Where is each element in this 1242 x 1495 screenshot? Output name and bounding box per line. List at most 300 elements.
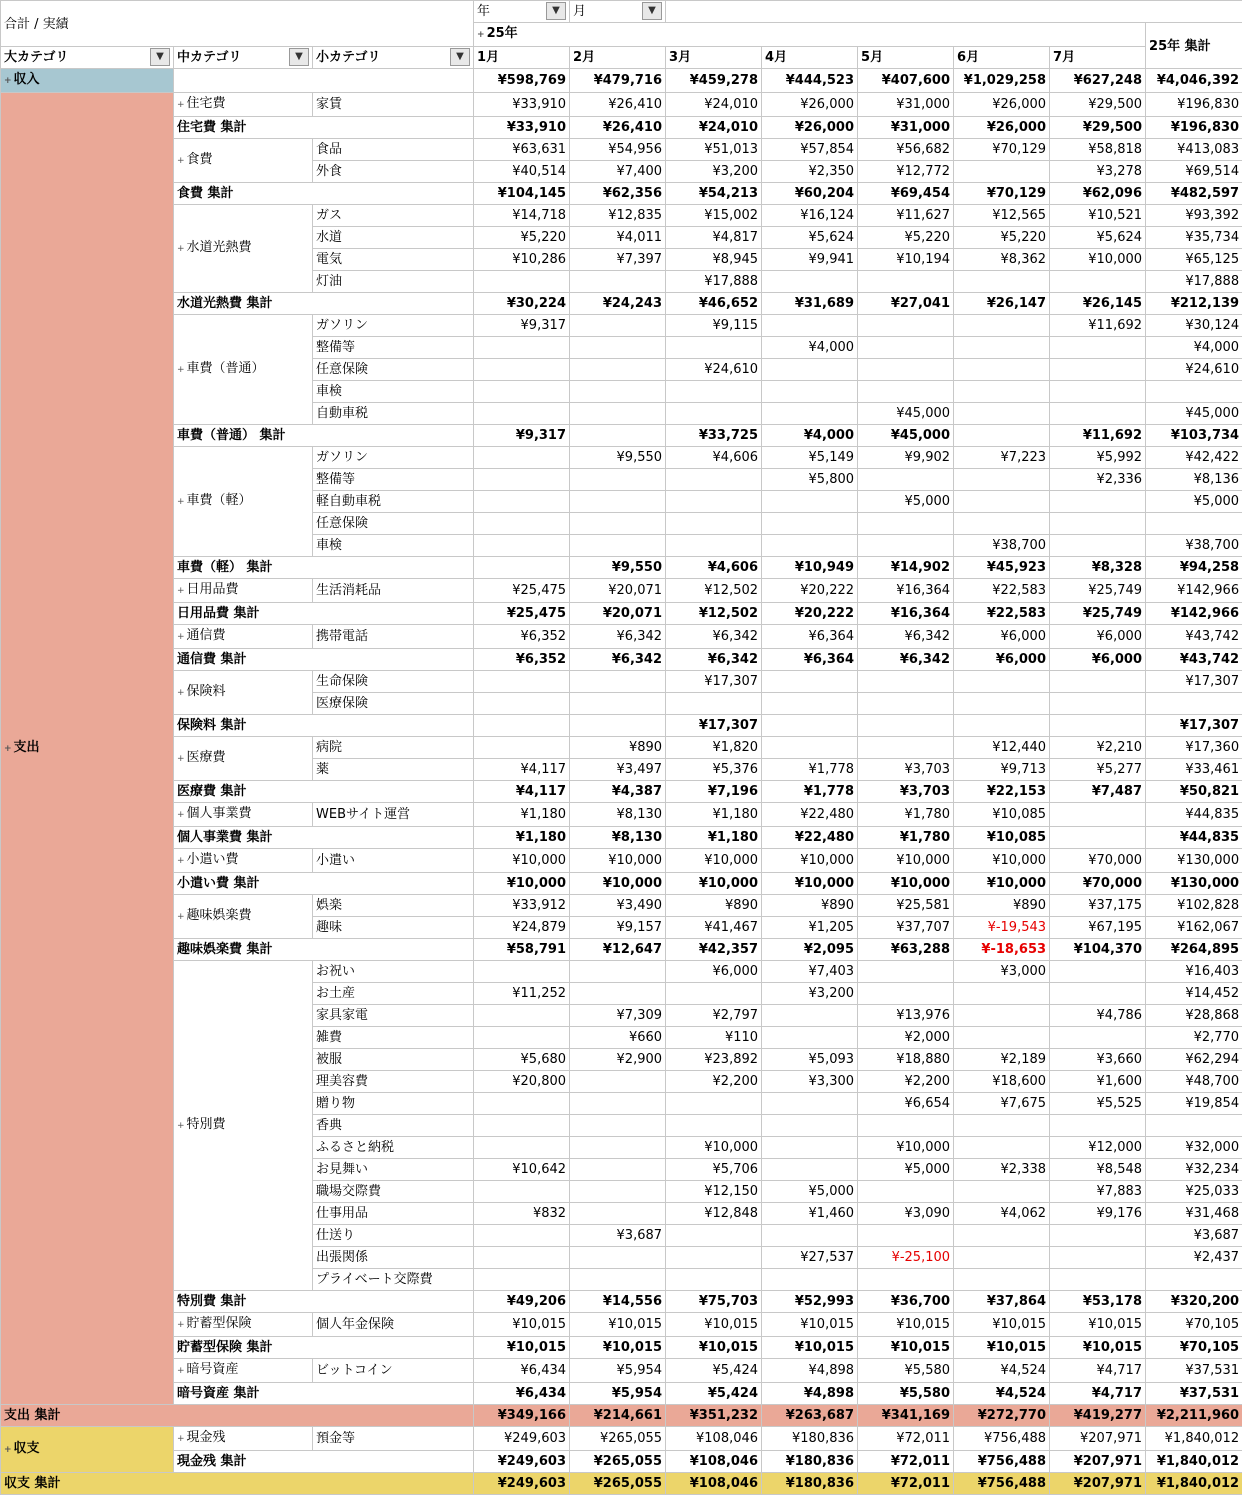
expand-icon[interactable]: + bbox=[177, 754, 185, 764]
value-cell: ¥94,258 bbox=[1146, 557, 1242, 579]
expand-icon[interactable]: + bbox=[177, 1434, 185, 1444]
value-cell bbox=[954, 983, 1050, 1005]
filter-icon[interactable]: ▼ bbox=[289, 48, 309, 66]
value-cell: ¥31,468 bbox=[1146, 1203, 1242, 1225]
subtotal-label: 車費（普通） 集計 bbox=[174, 425, 474, 447]
small-category-cell: お祝い bbox=[313, 961, 474, 983]
value-cell: ¥50,821 bbox=[1146, 781, 1242, 803]
value-cell: ¥44,835 bbox=[1146, 803, 1242, 827]
value-cell: ¥14,718 bbox=[474, 205, 570, 227]
subtotal-label: 現金残 集計 bbox=[174, 1451, 474, 1473]
small-category-cell: 生活消耗品 bbox=[313, 579, 474, 603]
category-income[interactable] bbox=[1, 69, 174, 93]
value-cell bbox=[1146, 693, 1242, 715]
value-cell: ¥32,000 bbox=[1146, 1137, 1242, 1159]
value-cell: ¥6,000 bbox=[1050, 625, 1146, 649]
value-cell: ¥108,046 bbox=[666, 1473, 762, 1495]
value-cell bbox=[762, 381, 858, 403]
value-cell: ¥72,011 bbox=[858, 1427, 954, 1451]
value-cell: ¥10,015 bbox=[858, 1313, 954, 1337]
expand-icon[interactable]: + bbox=[177, 586, 185, 596]
value-cell: ¥-19,543 bbox=[954, 917, 1050, 939]
value-cell: ¥63,631 bbox=[474, 139, 570, 161]
value-cell: ¥598,769 bbox=[474, 69, 570, 93]
value-cell bbox=[762, 315, 858, 337]
value-cell: ¥25,581 bbox=[858, 895, 954, 917]
value-cell: ¥54,213 bbox=[666, 183, 762, 205]
mid-category-label: 小遣い費 bbox=[187, 852, 239, 867]
small-category-cell: 任意保険 bbox=[313, 513, 474, 535]
value-cell: ¥56,682 bbox=[858, 139, 954, 161]
value-cell: ¥3,703 bbox=[858, 781, 954, 803]
expand-icon[interactable]: + bbox=[177, 688, 185, 698]
value-cell: ¥4,606 bbox=[666, 557, 762, 579]
expand-icon[interactable]: + bbox=[177, 244, 185, 254]
value-cell: ¥31,000 bbox=[858, 117, 954, 139]
value-cell bbox=[954, 315, 1050, 337]
value-cell bbox=[762, 535, 858, 557]
small-category-cell: 任意保険 bbox=[313, 359, 474, 381]
value-cell: ¥5,525 bbox=[1050, 1093, 1146, 1115]
value-cell: ¥1,460 bbox=[762, 1203, 858, 1225]
value-cell: ¥26,000 bbox=[762, 117, 858, 139]
value-cell bbox=[474, 1225, 570, 1247]
mid-category-cell[interactable] bbox=[174, 849, 313, 873]
subtotal-label: 特別費 集計 bbox=[174, 1291, 474, 1313]
value-cell bbox=[1050, 715, 1146, 737]
filter-icon[interactable]: ▼ bbox=[150, 48, 170, 66]
value-cell: ¥62,294 bbox=[1146, 1049, 1242, 1071]
value-cell: ¥16,364 bbox=[858, 603, 954, 625]
value-cell: ¥265,055 bbox=[570, 1473, 666, 1495]
value-cell bbox=[858, 1269, 954, 1291]
value-cell: ¥5,992 bbox=[1050, 447, 1146, 469]
filter-icon[interactable]: ▼ bbox=[642, 2, 662, 20]
value-cell: ¥1,180 bbox=[474, 827, 570, 849]
value-cell: ¥4,000 bbox=[1146, 337, 1242, 359]
subtotal-row bbox=[1, 183, 1242, 205]
value-cell bbox=[1050, 671, 1146, 693]
value-cell bbox=[954, 1247, 1050, 1269]
value-cell: ¥11,627 bbox=[858, 205, 954, 227]
mid-category-cell[interactable] bbox=[174, 895, 313, 939]
value-cell: ¥22,583 bbox=[954, 603, 1050, 625]
value-cell: ¥23,892 bbox=[666, 1049, 762, 1071]
section-total-label: 収支 集計 bbox=[1, 1473, 474, 1495]
row-header-label: 中カテゴリ bbox=[177, 50, 241, 65]
value-cell: ¥12,000 bbox=[1050, 1137, 1146, 1159]
expand-icon[interactable]: + bbox=[177, 1121, 185, 1131]
value-cell: ¥6,000 bbox=[954, 625, 1050, 649]
small-category-cell: 外食 bbox=[313, 161, 474, 183]
value-cell: ¥37,707 bbox=[858, 917, 954, 939]
year-filter-label: 年 bbox=[477, 4, 490, 19]
value-cell: ¥15,002 bbox=[666, 205, 762, 227]
expand-icon[interactable]: + bbox=[4, 1445, 12, 1455]
chevron-down-icon[interactable]: ▼ bbox=[450, 48, 470, 66]
mid-category-cell[interactable] bbox=[174, 1359, 313, 1383]
subtotal-row bbox=[1, 715, 1242, 737]
value-cell bbox=[762, 1159, 858, 1181]
value-cell bbox=[570, 491, 666, 513]
value-cell: ¥10,015 bbox=[762, 1337, 858, 1359]
subtotal-row bbox=[1, 1383, 1242, 1405]
value-cell: ¥349,166 bbox=[474, 1405, 570, 1427]
detail-row bbox=[1, 961, 1242, 983]
small-category-cell: 贈り物 bbox=[313, 1093, 474, 1115]
expand-icon[interactable]: + bbox=[177, 632, 185, 642]
subtotal-label: 通信費 集計 bbox=[174, 649, 474, 671]
expand-icon[interactable]: + bbox=[177, 912, 185, 922]
value-cell bbox=[474, 337, 570, 359]
small-category-cell: 自動車税 bbox=[313, 403, 474, 425]
year-filter[interactable] bbox=[474, 1, 570, 23]
value-cell bbox=[954, 359, 1050, 381]
value-cell: ¥1,778 bbox=[762, 781, 858, 803]
value-cell: ¥8,945 bbox=[666, 249, 762, 271]
value-cell: ¥9,902 bbox=[858, 447, 954, 469]
value-cell: ¥1,840,012 bbox=[1146, 1473, 1242, 1495]
value-cell bbox=[858, 1115, 954, 1137]
value-cell: ¥4,898 bbox=[762, 1359, 858, 1383]
category-balance[interactable] bbox=[1, 1427, 174, 1473]
value-cell: ¥10,015 bbox=[666, 1313, 762, 1337]
value-cell bbox=[858, 381, 954, 403]
value-cell: ¥26,000 bbox=[954, 93, 1050, 117]
month-header: 2月 bbox=[570, 47, 666, 69]
value-cell: ¥45,000 bbox=[1146, 403, 1242, 425]
value-cell: ¥11,692 bbox=[1050, 425, 1146, 447]
value-cell: ¥7,883 bbox=[1050, 1181, 1146, 1203]
value-cell: ¥2,900 bbox=[570, 1049, 666, 1071]
expand-icon[interactable]: + bbox=[177, 1320, 185, 1330]
value-cell bbox=[570, 315, 666, 337]
row-header-large-category[interactable] bbox=[1, 47, 174, 69]
small-category-cell: 娯楽 bbox=[313, 895, 474, 917]
value-cell bbox=[474, 671, 570, 693]
value-cell bbox=[762, 1115, 858, 1137]
value-cell bbox=[1050, 983, 1146, 1005]
value-cell: ¥1,180 bbox=[666, 803, 762, 827]
row-header-label: 小カテゴリ bbox=[316, 50, 380, 65]
value-cell: ¥70,000 bbox=[1050, 849, 1146, 873]
value-cell bbox=[762, 1269, 858, 1291]
value-cell: ¥1,778 bbox=[762, 759, 858, 781]
value-cell: ¥3,278 bbox=[1050, 161, 1146, 183]
mid-category-cell[interactable] bbox=[174, 1313, 313, 1337]
collapse-icon[interactable]: + bbox=[477, 30, 485, 40]
value-cell: ¥1,180 bbox=[666, 827, 762, 849]
value-cell bbox=[858, 671, 954, 693]
value-cell: ¥26,410 bbox=[570, 117, 666, 139]
value-cell bbox=[570, 1181, 666, 1203]
value-cell bbox=[954, 1005, 1050, 1027]
mid-category-label: 趣味娯楽費 bbox=[187, 908, 252, 923]
mid-category-cell[interactable] bbox=[174, 1427, 313, 1451]
value-cell: ¥9,157 bbox=[570, 917, 666, 939]
value-cell: ¥53,178 bbox=[1050, 1291, 1146, 1313]
value-cell: ¥25,475 bbox=[474, 603, 570, 625]
value-cell: ¥10,000 bbox=[858, 873, 954, 895]
value-cell: ¥196,830 bbox=[1146, 117, 1242, 139]
value-cell bbox=[858, 1181, 954, 1203]
value-cell: ¥341,169 bbox=[858, 1405, 954, 1427]
value-cell: ¥70,129 bbox=[954, 139, 1050, 161]
expand-icon[interactable]: + bbox=[177, 497, 185, 507]
value-cell: ¥10,000 bbox=[570, 849, 666, 873]
value-cell bbox=[666, 535, 762, 557]
value-cell bbox=[858, 737, 954, 759]
expand-icon[interactable]: + bbox=[177, 156, 185, 166]
value-cell: ¥5,424 bbox=[666, 1359, 762, 1383]
value-cell: ¥12,565 bbox=[954, 205, 1050, 227]
mid-category-cell[interactable] bbox=[174, 579, 313, 603]
value-cell: ¥35,734 bbox=[1146, 227, 1242, 249]
value-cell: ¥10,000 bbox=[666, 1137, 762, 1159]
value-cell: ¥52,993 bbox=[762, 1291, 858, 1313]
value-cell: ¥10,015 bbox=[762, 1313, 858, 1337]
value-cell bbox=[954, 715, 1050, 737]
mid-category-cell[interactable] bbox=[174, 447, 313, 557]
value-cell bbox=[666, 1269, 762, 1291]
small-category-cell: 病院 bbox=[313, 737, 474, 759]
value-cell bbox=[666, 983, 762, 1005]
value-cell bbox=[666, 403, 762, 425]
mid-category-label: 医療費 bbox=[187, 750, 226, 765]
expand-icon[interactable]: + bbox=[177, 1366, 185, 1376]
category-label: 収入 bbox=[14, 72, 40, 87]
value-cell: ¥407,600 bbox=[858, 69, 954, 93]
value-cell: ¥10,642 bbox=[474, 1159, 570, 1181]
value-cell: ¥20,800 bbox=[474, 1071, 570, 1093]
value-cell: ¥4,524 bbox=[954, 1383, 1050, 1405]
subtotal-row bbox=[1, 827, 1242, 849]
value-cell: ¥32,234 bbox=[1146, 1159, 1242, 1181]
value-cell: ¥9,713 bbox=[954, 759, 1050, 781]
filter-icon[interactable]: ▼ bbox=[546, 2, 566, 20]
expand-icon[interactable]: + bbox=[177, 856, 185, 866]
value-cell: ¥10,286 bbox=[474, 249, 570, 271]
value-cell: ¥10,015 bbox=[570, 1337, 666, 1359]
expand-icon[interactable]: + bbox=[177, 365, 185, 375]
value-cell: ¥24,010 bbox=[666, 117, 762, 139]
value-cell: ¥832 bbox=[474, 1203, 570, 1225]
value-cell: ¥9,176 bbox=[1050, 1203, 1146, 1225]
value-cell bbox=[858, 315, 954, 337]
year-group-header[interactable] bbox=[474, 23, 1146, 47]
value-cell: ¥2,437 bbox=[1146, 1247, 1242, 1269]
row-header-small-category[interactable] bbox=[313, 47, 474, 69]
value-cell: ¥7,196 bbox=[666, 781, 762, 803]
mid-category-label: 暗号資産 bbox=[187, 1362, 239, 1377]
value-cell: ¥12,502 bbox=[666, 579, 762, 603]
value-cell: ¥5,220 bbox=[858, 227, 954, 249]
value-cell: ¥3,687 bbox=[570, 1225, 666, 1247]
value-cell: ¥8,136 bbox=[1146, 469, 1242, 491]
value-cell: ¥5,277 bbox=[1050, 759, 1146, 781]
value-cell bbox=[954, 693, 1050, 715]
value-cell: ¥419,277 bbox=[1050, 1405, 1146, 1427]
subtotal-label: 食費 集計 bbox=[174, 183, 474, 205]
value-cell: ¥5,000 bbox=[858, 1159, 954, 1181]
value-cell bbox=[762, 1005, 858, 1027]
value-cell: ¥63,288 bbox=[858, 939, 954, 961]
small-category-cell: 整備等 bbox=[313, 469, 474, 491]
value-cell: ¥2,350 bbox=[762, 161, 858, 183]
value-cell: ¥207,971 bbox=[1050, 1451, 1146, 1473]
value-cell: ¥10,015 bbox=[474, 1337, 570, 1359]
month-filter[interactable] bbox=[570, 1, 666, 23]
small-category-cell: 雑費 bbox=[313, 1027, 474, 1049]
subtotal-label: 日用品費 集計 bbox=[174, 603, 474, 625]
value-cell bbox=[762, 1225, 858, 1247]
value-cell: ¥5,093 bbox=[762, 1049, 858, 1071]
detail-row bbox=[1, 139, 1242, 161]
value-cell bbox=[570, 513, 666, 535]
value-cell bbox=[1050, 803, 1146, 827]
category-expense[interactable] bbox=[1, 93, 174, 1405]
mid-category-cell[interactable] bbox=[174, 315, 313, 425]
small-category-cell: 食品 bbox=[313, 139, 474, 161]
mid-category-label: 水道光熱費 bbox=[187, 240, 252, 255]
value-cell: ¥62,356 bbox=[570, 183, 666, 205]
row-header-mid-category[interactable] bbox=[174, 47, 313, 69]
value-cell: ¥28,868 bbox=[1146, 1005, 1242, 1027]
value-cell: ¥-18,653 bbox=[954, 939, 1050, 961]
value-cell: ¥4,817 bbox=[666, 227, 762, 249]
detail-row bbox=[1, 315, 1242, 337]
value-cell: ¥93,392 bbox=[1146, 205, 1242, 227]
value-cell: ¥6,364 bbox=[762, 649, 858, 671]
value-cell bbox=[954, 381, 1050, 403]
value-cell: ¥3,300 bbox=[762, 1071, 858, 1093]
value-cell bbox=[1146, 513, 1242, 535]
value-cell: ¥13,976 bbox=[858, 1005, 954, 1027]
value-cell: ¥17,888 bbox=[666, 271, 762, 293]
value-cell: ¥2,000 bbox=[858, 1027, 954, 1049]
value-cell: ¥12,772 bbox=[858, 161, 954, 183]
mid-category-cell[interactable] bbox=[174, 803, 313, 827]
mid-category-cell[interactable] bbox=[174, 139, 313, 183]
value-cell: ¥43,742 bbox=[1146, 625, 1242, 649]
value-cell: ¥2,211,960 bbox=[1146, 1405, 1242, 1427]
value-cell: ¥12,835 bbox=[570, 205, 666, 227]
value-cell bbox=[570, 693, 666, 715]
value-cell bbox=[954, 1115, 1050, 1137]
value-cell bbox=[954, 425, 1050, 447]
year-total-header: 25年 集計 bbox=[1146, 23, 1242, 69]
value-cell bbox=[474, 1269, 570, 1291]
value-cell bbox=[474, 1247, 570, 1269]
expand-icon[interactable]: + bbox=[177, 100, 185, 110]
value-cell: ¥26,000 bbox=[762, 93, 858, 117]
value-cell bbox=[666, 1093, 762, 1115]
value-cell: ¥43,742 bbox=[1146, 649, 1242, 671]
value-cell bbox=[1050, 1027, 1146, 1049]
value-cell: ¥33,461 bbox=[1146, 759, 1242, 781]
value-cell: ¥30,124 bbox=[1146, 315, 1242, 337]
value-cell: ¥38,700 bbox=[954, 535, 1050, 557]
value-cell: ¥10,000 bbox=[474, 849, 570, 873]
value-cell bbox=[570, 381, 666, 403]
value-cell: ¥4,606 bbox=[666, 447, 762, 469]
small-category-cell: 医療保険 bbox=[313, 693, 474, 715]
value-cell: ¥46,652 bbox=[666, 293, 762, 315]
value-cell: ¥4,786 bbox=[1050, 1005, 1146, 1027]
value-cell bbox=[1050, 827, 1146, 849]
small-category-cell: 車検 bbox=[313, 535, 474, 557]
value-cell bbox=[474, 513, 570, 535]
subtotal-row bbox=[1, 939, 1242, 961]
small-category-cell: ガソリン bbox=[313, 447, 474, 469]
value-cell: ¥4,046,392 bbox=[1146, 69, 1242, 93]
value-cell: ¥37,864 bbox=[954, 1291, 1050, 1313]
value-cell: ¥6,342 bbox=[666, 625, 762, 649]
value-cell: ¥249,603 bbox=[474, 1451, 570, 1473]
value-cell bbox=[1146, 1115, 1242, 1137]
value-cell: ¥103,734 bbox=[1146, 425, 1242, 447]
value-cell: ¥16,124 bbox=[762, 205, 858, 227]
small-category-cell: 整備等 bbox=[313, 337, 474, 359]
value-cell: ¥45,000 bbox=[858, 403, 954, 425]
value-cell bbox=[474, 1137, 570, 1159]
value-cell bbox=[858, 337, 954, 359]
value-cell: ¥9,115 bbox=[666, 315, 762, 337]
value-cell bbox=[858, 271, 954, 293]
value-cell bbox=[858, 693, 954, 715]
mid-category-cell[interactable] bbox=[174, 625, 313, 649]
value-cell: ¥10,194 bbox=[858, 249, 954, 271]
expand-icon[interactable]: + bbox=[4, 76, 12, 86]
value-cell: ¥660 bbox=[570, 1027, 666, 1049]
value-cell: ¥413,083 bbox=[1146, 139, 1242, 161]
mid-category-cell[interactable] bbox=[174, 671, 313, 715]
mid-category-cell[interactable] bbox=[174, 737, 313, 781]
value-cell: ¥10,015 bbox=[474, 1313, 570, 1337]
value-cell: ¥30,224 bbox=[474, 293, 570, 315]
expand-icon[interactable]: + bbox=[177, 810, 185, 820]
value-cell: ¥22,583 bbox=[954, 579, 1050, 603]
detail-row bbox=[1, 895, 1242, 917]
value-cell bbox=[762, 671, 858, 693]
value-cell: ¥5,954 bbox=[570, 1359, 666, 1383]
value-cell bbox=[1050, 271, 1146, 293]
small-category-cell: 電気 bbox=[313, 249, 474, 271]
value-cell: ¥5,220 bbox=[954, 227, 1050, 249]
value-cell: ¥7,400 bbox=[570, 161, 666, 183]
mid-category-cell[interactable] bbox=[174, 93, 313, 117]
value-cell: ¥5,000 bbox=[1146, 491, 1242, 513]
value-cell bbox=[474, 447, 570, 469]
value-cell: ¥3,200 bbox=[762, 983, 858, 1005]
value-cell: ¥6,000 bbox=[954, 649, 1050, 671]
mid-category-cell[interactable] bbox=[174, 961, 313, 1291]
value-cell: ¥351,232 bbox=[666, 1405, 762, 1427]
value-cell: ¥2,200 bbox=[858, 1071, 954, 1093]
value-cell: ¥130,000 bbox=[1146, 849, 1242, 873]
expand-icon[interactable]: + bbox=[4, 744, 12, 754]
value-cell bbox=[570, 715, 666, 737]
value-cell bbox=[762, 1027, 858, 1049]
value-cell bbox=[858, 961, 954, 983]
value-cell bbox=[666, 693, 762, 715]
value-cell bbox=[1050, 403, 1146, 425]
value-cell: ¥29,500 bbox=[1050, 117, 1146, 139]
value-cell: ¥3,660 bbox=[1050, 1049, 1146, 1071]
value-cell: ¥3,090 bbox=[858, 1203, 954, 1225]
value-cell bbox=[954, 403, 1050, 425]
mid-category-cell[interactable] bbox=[174, 205, 313, 293]
